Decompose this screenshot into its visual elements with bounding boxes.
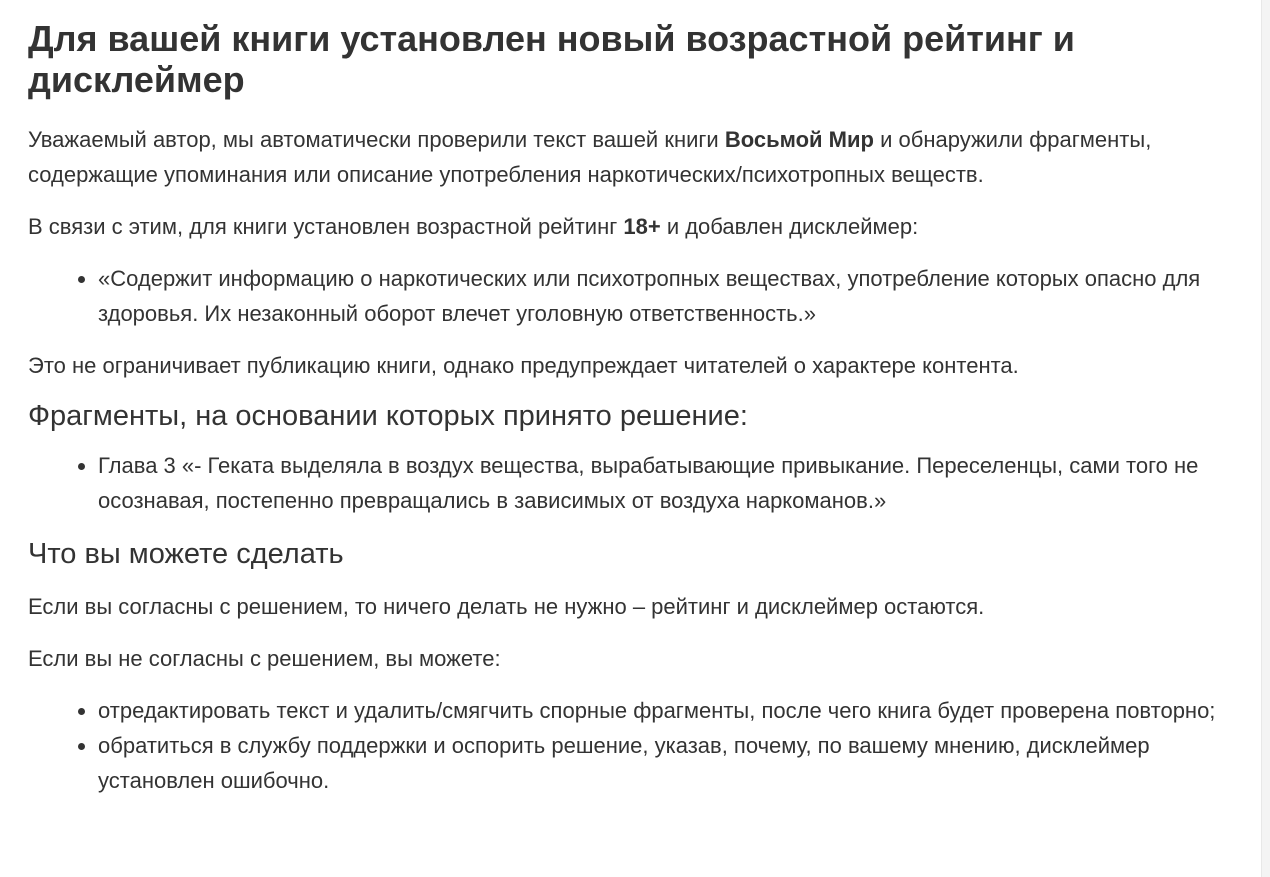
intro-paragraph xyxy=(28,122,1240,192)
option-item-edit: • отредактировать текст и удалить/смягчить спорные фрагменты, после чего книга будет проверена повторно; xyxy=(98,693,1240,728)
option-item-support: • обратиться в службу поддержки и оспорить решение, указав, почему, по вашему мнению, дисклеймер установлен ошибочно. xyxy=(98,728,1240,798)
disagree-paragraph: Если вы не согласны с решением, вы можете: xyxy=(28,646,501,671)
rating-text-before: В связи с этим, для книги установлен возрастной рейтинг xyxy=(28,214,624,239)
book-title: Восьмой Мир xyxy=(724,127,874,152)
options-list xyxy=(28,693,1240,798)
intro-text-before: Уважаемый автор, мы автоматически проверили текст вашей книги xyxy=(28,127,725,152)
notice-paragraph: Это не ограничивает публикацию книги, однако предупреждает читателей о характере контента. xyxy=(28,353,1019,378)
rating-paragraph xyxy=(28,209,1240,244)
disclaimer-item: • «Содержит информацию о наркотических или психотропных веществах, употребление которых опасно для здоровья. Их незаконный оборот влечет уголовную ответственность.» xyxy=(98,261,1240,331)
scrollbar[interactable] xyxy=(1261,0,1270,877)
agree-paragraph: Если вы согласны с решением, то ничего делать не нужно – рейтинг и дисклеймер остаются. xyxy=(28,594,985,619)
actions-heading: Что вы можете сделать xyxy=(28,538,344,570)
fragments-list xyxy=(28,448,1240,518)
age-rating: 18+ xyxy=(623,214,661,239)
page-title: Для вашей книги установлен новый возрастной рейтинг и дисклеймер xyxy=(28,18,1075,100)
intro-text-after: и обнаружили фрагменты, содержащие упоминания или описание употребления наркотических/психотропных веществ. xyxy=(28,127,1152,187)
fragments-heading: Фрагменты, на основании которых принято решение: xyxy=(28,400,748,432)
message-body xyxy=(28,0,1240,798)
fragment-item: • Глава 3 «- Геката выделяла в воздух вещества, вырабатывающие привыкание. Переселенцы, сами того не осознавая, постепенно превращались в зависимых от воздуха наркоманов.» xyxy=(98,448,1240,518)
rating-text-after: и добавлен дисклеймер: xyxy=(660,214,919,239)
disclaimer-list xyxy=(28,261,1240,331)
